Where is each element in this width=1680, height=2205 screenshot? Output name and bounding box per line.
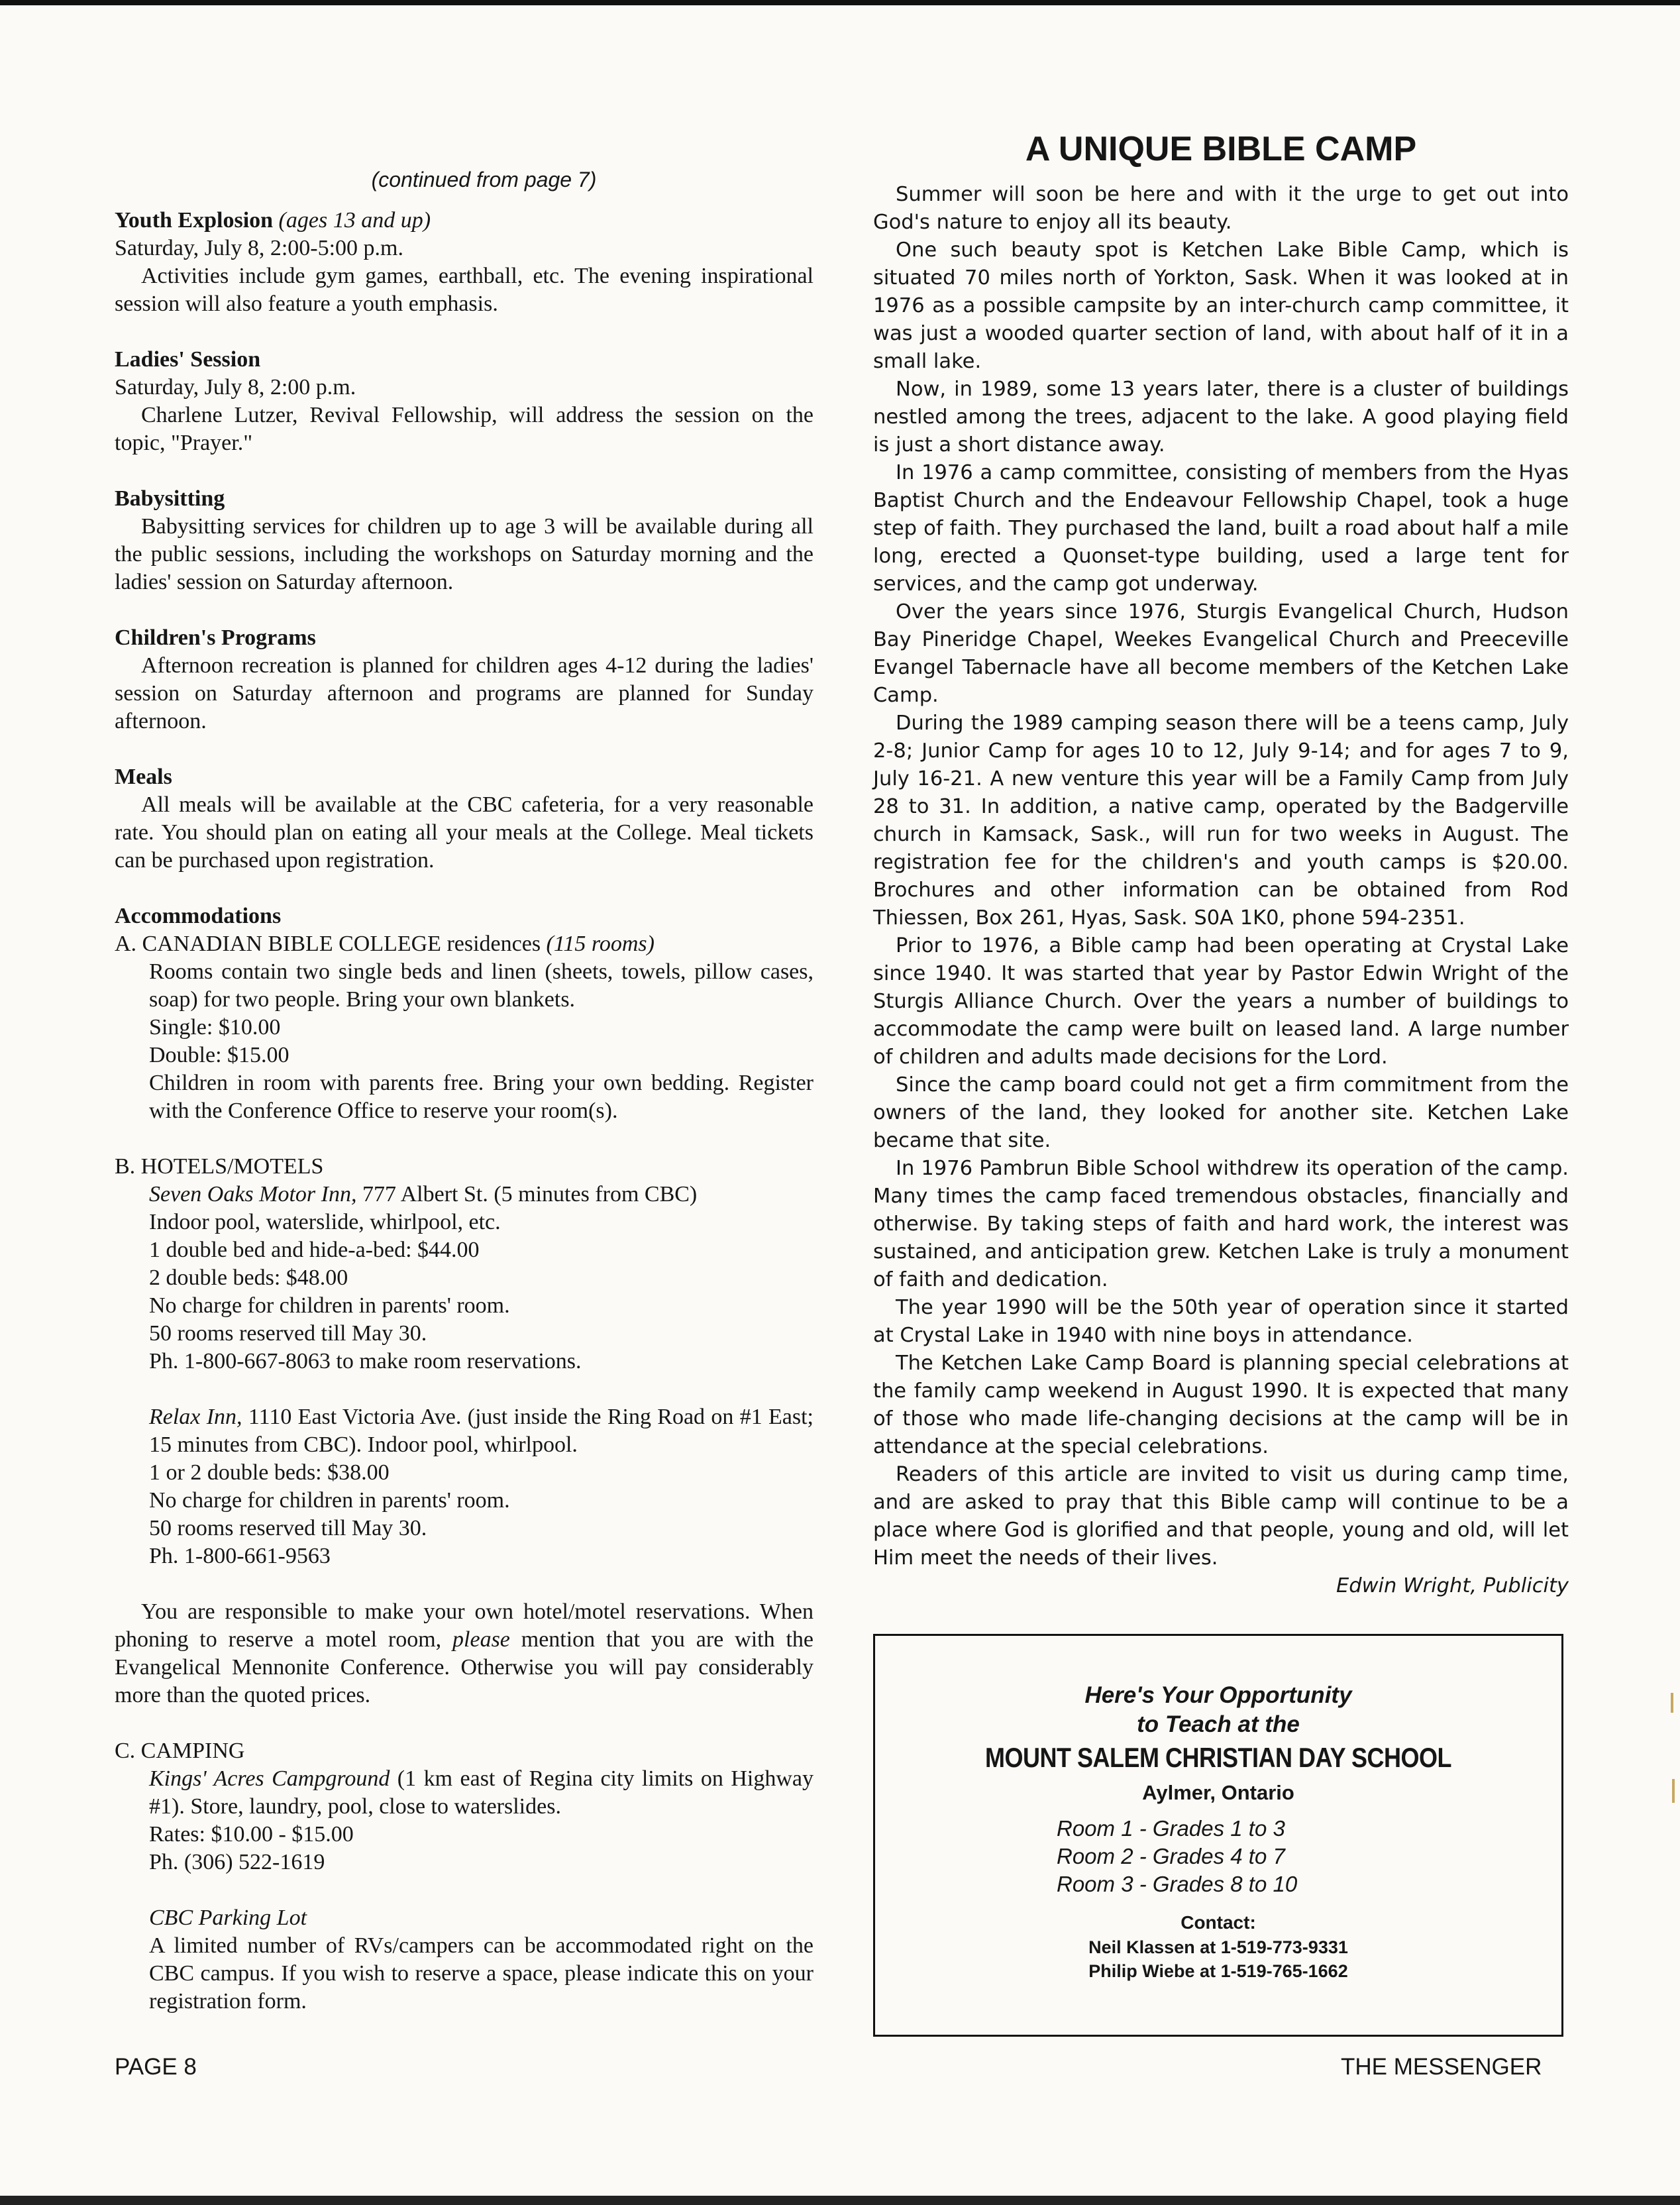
parking-title: CBC Parking Lot [149, 1906, 307, 1930]
cbc-residences-text: Rooms contain two single beds and linen (sheets, towels, pillow cases, soap) for two people. Bring your own blankets. [149, 959, 814, 1012]
page-number: PAGE 8 [115, 2054, 197, 2080]
ladies-title: Ladies' Session [115, 347, 261, 372]
ad-location: Aylmer, Ontario [1142, 1781, 1294, 1804]
article-paragraph: One such beauty spot is Ketchen Lake Bible Camp, which is situated 70 miles north of Yorkton, Sask. When it was looked at in 1976 as a possible campsite by an inter-church camp committee, it was just a wooded quarter section of land, with about half of it in a small lake. [873, 239, 1569, 373]
kings-acres-address: (1 km east of Regina city limits on Highway #1). Store, laundry, pool, close to waterslides. [149, 1766, 814, 1819]
ad-contact-item: Neil Klassen at 1-519-773-9331 [1088, 1937, 1348, 1957]
relax-inn-block [115, 1403, 814, 1570]
parking-text: A limited number of RVs/campers can be accommodated right on the CBC campus. If you wish to reserve a space, please indicate this on your registration form. [149, 1933, 814, 2014]
seven-oaks-line: No charge for children in parents' room. [149, 1293, 510, 1318]
ad-contact-label: Contact: [1181, 1912, 1256, 1933]
article-paragraph: The year 1990 will be the 50th year of operation since it started at Crystal Lake in 1940 with nine boys in attendance. [873, 1296, 1569, 1347]
reservation-note-b: mention that you are with the Evangelical Mennonite Conference. Otherwise you will pay considerably more than the quoted prices. [115, 1627, 814, 1707]
scan-edge-mark [1671, 1693, 1673, 1713]
youth-when: Saturday, July 8, 2:00-5:00 p.m. [115, 236, 403, 260]
ad-contact-item: Philip Wiebe at 1-519-765-1662 [1088, 1961, 1348, 1981]
relax-inn-line: No charge for children in parents' room. [149, 1488, 510, 1513]
parking-block [115, 1904, 814, 2016]
seven-oaks-line: Indoor pool, waterslide, whirlpool, etc. [149, 1210, 501, 1234]
kings-acres-name: Kings' Acres Campground [149, 1766, 390, 1791]
seven-oaks-heading [149, 1181, 814, 1209]
ad-room-item: Room 2 - Grades 4 to 7 [1057, 1844, 1285, 1868]
cbc-double-rate: Double: $15.00 [149, 1043, 289, 1067]
children-section [115, 624, 814, 735]
article-paragraph: Over the years since 1976, Sturgis Evangelical Church, Hudson Bay Pineridge Chapel, Weekes Evangelical Church and Preeceville Evangel Tabernacle have all become members of the Ketchen Lake Camp. [873, 600, 1569, 707]
article-paragraph: In 1976 a camp committee, consisting of members from the Hyas Baptist Church and the Endeavour Fellowship Chapel, took a huge step of faith. They purchased the land, built a road about half a mile long, erected a Quonset-type building, used a large tent for services, and the camp got underway. [873, 461, 1569, 596]
seven-oaks-line: Ph. 1-800-667-8063 to make room reservations. [149, 1349, 582, 1373]
cbc-single-rate: Single: $10.00 [149, 1015, 281, 1040]
teacher-ad-box [873, 1634, 1563, 2037]
relax-inn-line: 50 rooms reserved till May 30. [149, 1516, 427, 1540]
relax-inn-address: 1110 East Victoria Ave. (just inside the Ring Road on #1 East; 15 minutes from CBC). Indoor pool, whirlpool. [149, 1405, 814, 1457]
relax-inn-heading [149, 1403, 814, 1459]
article-paragraph: Since the camp board could not get a firm commitment from the owners of the land, they looked for another site. Ketchen Lake became that site. [873, 1073, 1569, 1152]
cbc-residences-heading [115, 930, 814, 958]
camping-heading: C. CAMPING [115, 1739, 245, 1763]
reservation-note-a: You are responsible to make your own hotel/motel reservations. When phoning to reserve a motel room, [115, 1599, 814, 1652]
ad-headline: Here's Your Opportunity [1084, 1682, 1352, 1708]
publication-name: THE MESSENGER [1341, 2054, 1542, 2080]
meals-title: Meals [115, 765, 172, 789]
seven-oaks-block [115, 1181, 814, 1375]
article-paragraph: During the 1989 camping season there will be a teens camp, July 2-8; Junior Camp for ages 10 to 12, July 9-14; and for ages 7 to 9, July 16-21. A new venture this year will be a Family Camp from July 28 to 31. In addition, a native camp, operated by the Badgerville church in Kamsack, Sask., will run for two weeks in August. The registration fee for the children's and youth camps is $20.00. Brochures and other information can be obtained from Rod Thiessen, Box 261, Hyas, Sask. S0A 1K0, phone 594-2351. [873, 712, 1569, 930]
children-text: Afternoon recreation is planned for children ages 4-12 during the ladies' session on Saturday afternoon and programs are planned for Sunday afternoon. [115, 653, 814, 733]
article-paragraph: Prior to 1976, a Bible camp had been operating at Crystal Lake since 1940. It was started that year by Pastor Edwin Wright of the Sturgis Alliance Church. Over the years a number of buildings to accommodate the camp were built on leased land. A large number of children and adults made decisions for the Lord. [873, 934, 1569, 1069]
article-paragraph: The Ketchen Lake Camp Board is planning special celebrations at the family camp weekend in August 1990. It is expected that many of those who made life-changing decisions at the camp will be in attendance at the special celebrations. [873, 1352, 1569, 1458]
article-paragraph: In 1976 Pambrun Bible School withdrew its operation of the camp. Many times the camp faced tremendous obstacles, financially and otherwise. By taking steps of faith and hard work, the interest was sustained, and anticipation grew. Ketchen Lake is truly a monument of faith and dedication. [873, 1157, 1569, 1291]
seven-oaks-line: 1 double bed and hide-a-bed: $44.00 [149, 1238, 480, 1262]
youth-subtitle: (ages 13 and up) [278, 208, 431, 233]
scan-edge-mark [1672, 1779, 1675, 1803]
youth-section [115, 207, 814, 318]
babysitting-title: Babysitting [115, 486, 225, 511]
cbc-residences-rooms: (115 rooms) [546, 932, 655, 956]
cbc-residences-body [115, 958, 814, 1125]
reservation-note-emphasis: please [452, 1627, 510, 1652]
ad-room-item: Room 1 - Grades 1 to 3 [1057, 1816, 1285, 1841]
top-border [0, 0, 1680, 5]
babysitting-text: Babysitting services for children up to age 3 will be available during all the public sessions, including the workshops on Saturday morning and the ladies' session on Saturday afternoon. [115, 514, 814, 594]
article-paragraph: Summer will soon be here and with it the urge to get out into God's nature to enjoy all its beauty. [873, 183, 1569, 234]
article-paragraph: Now, in 1989, some 13 years later, there is a cluster of buildings nestled among the trees, adjacent to the lake. A good playing field is just a short distance away. [873, 378, 1569, 457]
hotels-heading: B. HOTELS/MOTELS [115, 1154, 324, 1179]
seven-oaks-address: 777 Albert St. (5 minutes from CBC) [356, 1182, 698, 1207]
kings-acres-phone: Ph. (306) 522-1619 [149, 1850, 325, 1874]
left-column [115, 166, 814, 2016]
kings-acres-block [115, 1765, 814, 1876]
meals-section [115, 763, 814, 875]
bottom-border [0, 2196, 1680, 2205]
ad-school-name: MOUNT SALEM CHRISTIAN DAY SCHOOL [984, 1741, 1452, 1773]
reservation-note [115, 1598, 814, 1709]
ladies-text: Charlene Lutzer, Revival Fellowship, will address the session on the topic, "Prayer." [115, 403, 814, 455]
seven-oaks-line: 2 double beds: $48.00 [149, 1265, 348, 1290]
article-paragraph: Readers of this article are invited to visit us during camp time, and are asked to pray that this Bible camp will continue to be a place where God is glorified and that people, young and old, will let Him meet the needs of their lives. [873, 1463, 1569, 1570]
ad-room-item: Room 3 - Grades 8 to 10 [1057, 1872, 1298, 1896]
article-column [873, 129, 1569, 1600]
ad-subheadline: to Teach at the [1137, 1711, 1300, 1737]
cbc-residences-label: A. CANADIAN BIBLE COLLEGE residences [115, 932, 541, 956]
relax-inn-line: 1 or 2 double beds: $38.00 [149, 1460, 390, 1485]
children-title: Children's Programs [115, 625, 316, 650]
kings-acres-rates: Rates: $10.00 - $15.00 [149, 1822, 354, 1847]
youth-title-text: Youth Explosion [115, 208, 274, 233]
ladies-section [115, 346, 814, 457]
ad-room-list [875, 1815, 1561, 1898]
seven-oaks-name: Seven Oaks Motor Inn, [149, 1182, 357, 1207]
accommodations-section [115, 902, 814, 2016]
article-title: A UNIQUE BIBLE CAMP [1025, 130, 1417, 168]
relax-inn-name: Relax Inn, [149, 1405, 242, 1429]
article-byline: Edwin Wright, Publicity [1336, 1574, 1569, 1597]
accommodations-title: Accommodations [115, 904, 282, 928]
relax-inn-line: Ph. 1-800-661-9563 [149, 1544, 331, 1568]
youth-title [115, 207, 814, 235]
babysitting-section [115, 485, 814, 596]
kings-acres-heading [149, 1765, 814, 1821]
ladies-when: Saturday, July 8, 2:00 p.m. [115, 375, 356, 400]
cbc-children-note: Children in room with parents free. Bring your own bedding. Register with the Conference Office to reserve your room(s). [149, 1071, 814, 1123]
seven-oaks-line: 50 rooms reserved till May 30. [149, 1321, 427, 1346]
continued-note: (continued from page 7) [371, 168, 597, 191]
youth-text: Activities include gym games, earthball, etc. The evening inspirational session will also feature a youth emphasis. [115, 264, 814, 316]
meals-text: All meals will be available at the CBC cafeteria, for a very reasonable rate. You should plan on eating all your meals at the College. Meal tickets can be purchased upon registration. [115, 792, 814, 873]
